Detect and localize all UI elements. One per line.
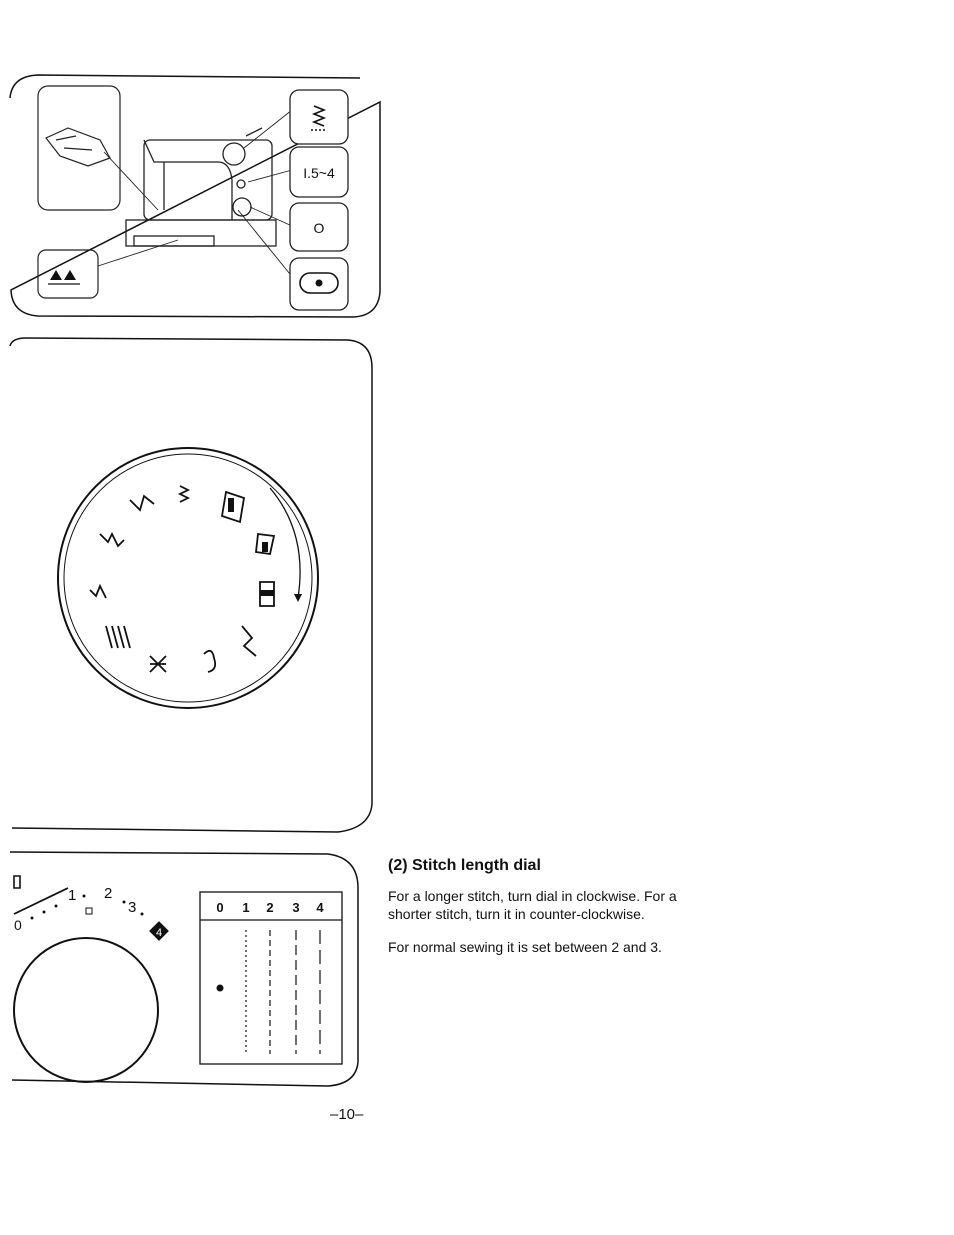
body-paragraph-1: For a longer stitch, turn dial in clockwise. For a shorter stitch, turn it in counter-clockwise. [388,888,677,922]
stretch-stitch-icon [90,586,106,598]
zero-callout [290,203,348,251]
body-paragraph-2: For normal sewing it is set between 2 and 3. [388,939,662,955]
page-number: –10– [330,1106,364,1123]
table-header-2: 2 [266,900,274,915]
presser-foot-icon [46,128,110,166]
multi-zigzag-stitch-icon [100,534,124,546]
presser-foot-inset [38,86,120,210]
dial-reference-mark [14,876,20,888]
dial-number-3: 3 [128,899,137,916]
cross-stitch-icon [150,656,166,672]
overlock-stitch-icon [106,626,130,648]
scallop-stitch-icon [204,651,215,672]
dial-number-2: 2 [104,885,113,902]
stitch-length-range: I.5~4 [303,165,335,181]
pattern-selector-dial-illustration [8,328,378,838]
svg-text:4: 4 [155,927,163,939]
stitch-length-dial-illustration [8,848,368,1093]
feed-dog-inset [38,250,98,298]
dial-number-0: 0 [14,917,22,933]
feather-stitch-icon [242,626,256,656]
needle-position-callout [290,258,348,310]
dial-index-mark [86,908,92,914]
blind-hem-stitch-icon [130,496,154,510]
table-header-4: 4 [316,900,324,915]
section-heading: (2) Stitch length dial [388,857,541,874]
stitch-length-table [200,892,342,1064]
table-header-1: 1 [242,900,250,915]
dial-number-4-marker [149,921,169,941]
feed-dog-up-icon [50,270,76,280]
zigzag-stitch-icon [180,486,188,502]
table-header-3: 3 [292,900,300,915]
pattern-callout [290,90,348,144]
dial-number-1: 1 [68,887,77,904]
stitch-length-callout [290,147,348,197]
stitch-length-dial [14,938,158,1082]
zero-setting: O [313,220,325,236]
pattern-dial [58,448,318,708]
machine-overview-illustration [8,70,383,322]
sewing-machine-drawing [126,128,276,246]
stitch-sample-0 [217,985,224,992]
table-header-0: 0 [216,900,224,915]
dial-pointer-line [14,888,68,914]
